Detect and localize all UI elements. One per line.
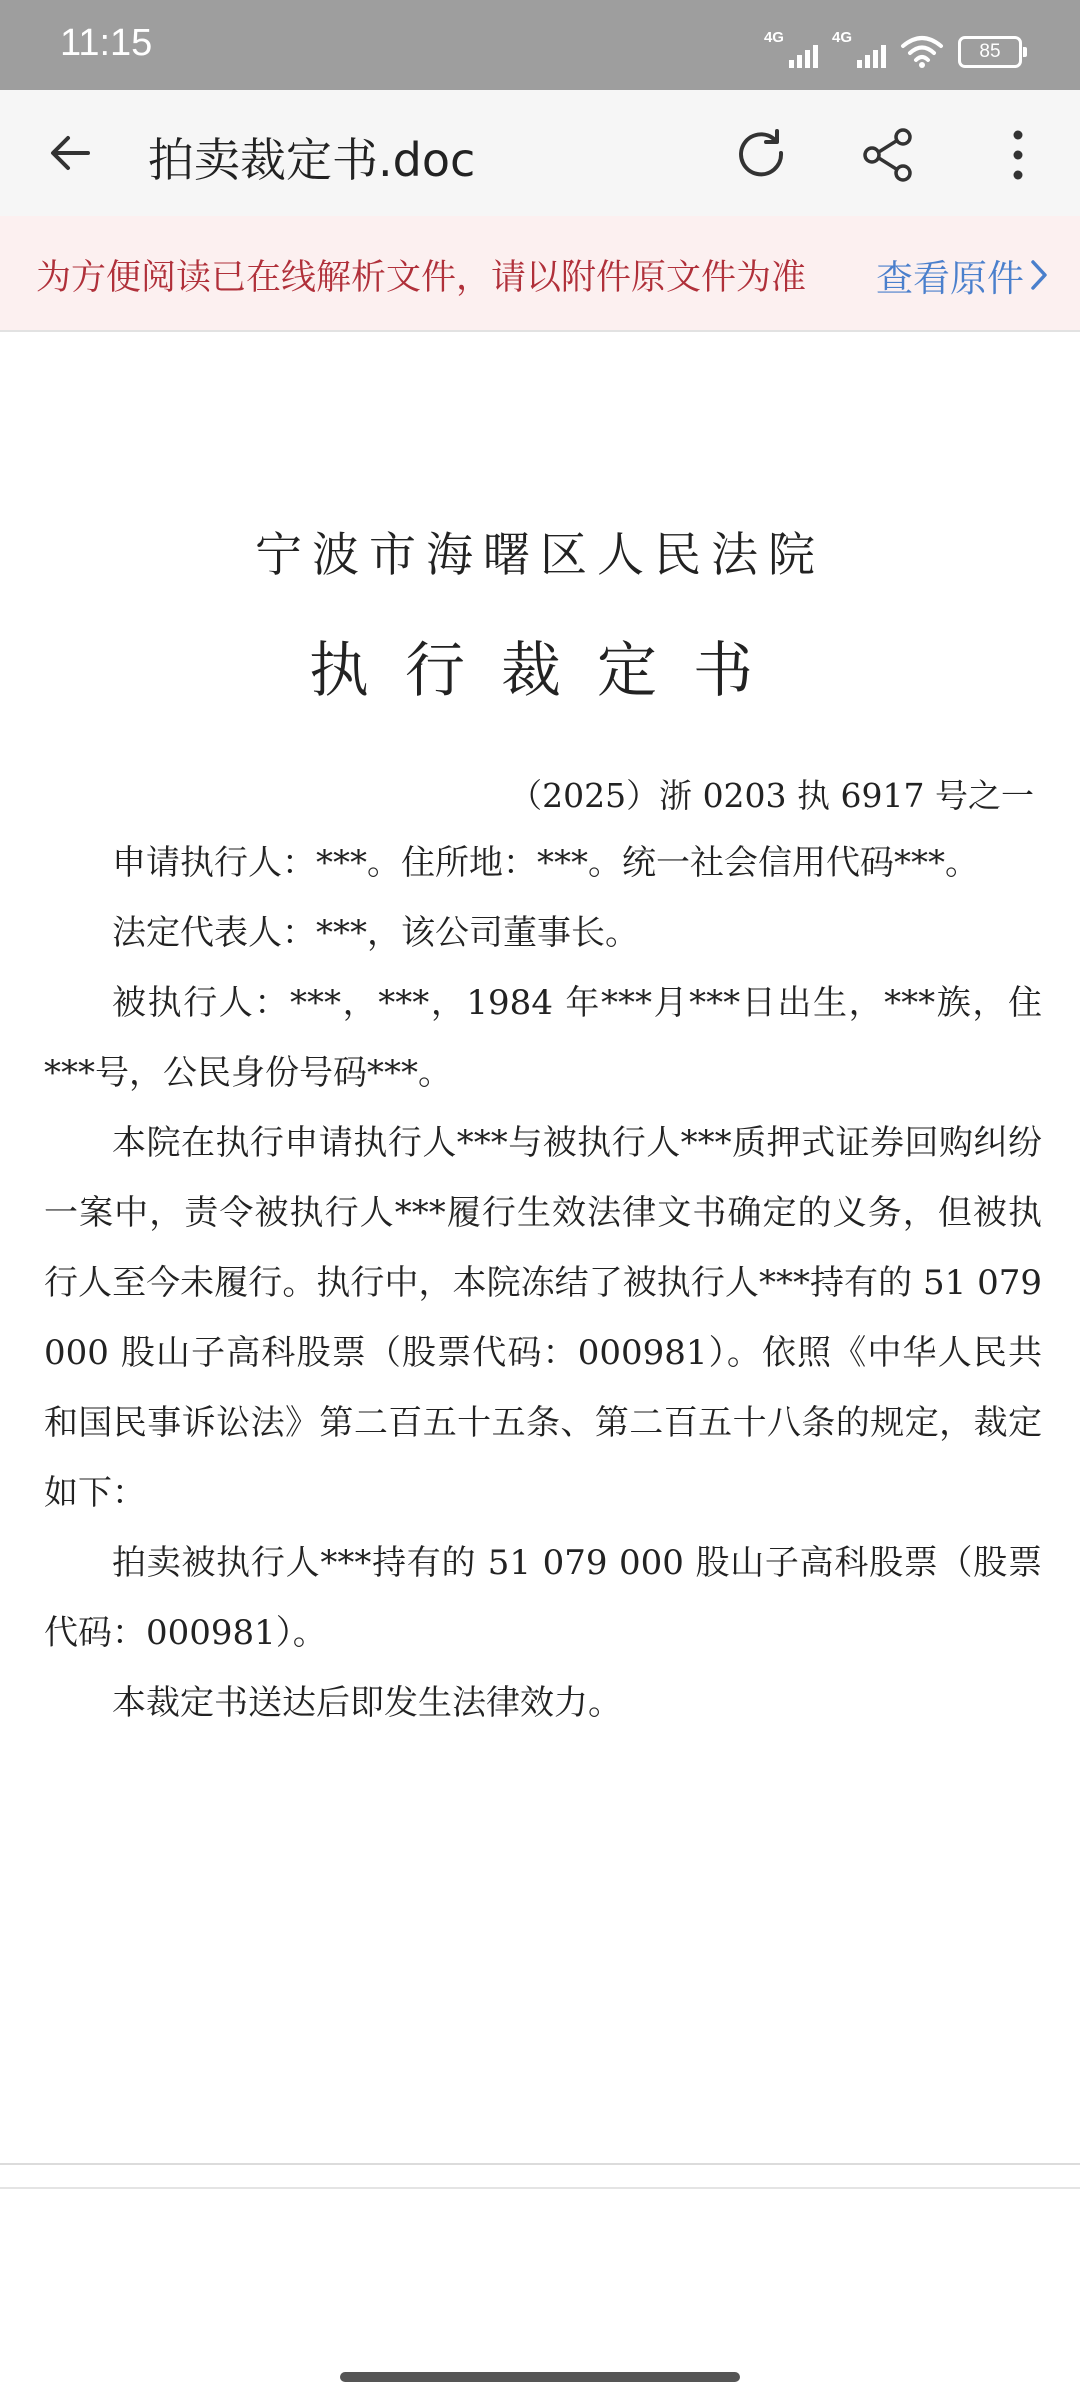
signal-icon bbox=[832, 29, 886, 68]
status-icons bbox=[764, 28, 1022, 68]
paragraph-legal-rep: 法定代表人：***，该公司董事长。 bbox=[112, 913, 639, 953]
paragraph-applicant: 申请执行人：***。住所地：***。统一社会信用代码***。 bbox=[112, 843, 979, 883]
signal-icon bbox=[764, 29, 818, 68]
chevron-right-icon bbox=[1028, 257, 1050, 293]
document-body bbox=[44, 828, 1042, 1738]
network-type-label: 4G bbox=[763, 29, 784, 46]
share-button[interactable] bbox=[858, 125, 918, 185]
view-original-label: 查看原件 bbox=[876, 257, 1024, 300]
parse-notice-banner bbox=[0, 216, 1080, 332]
case-number: （2025）浙 0203 执 6917 号之一 bbox=[509, 776, 1034, 815]
wifi-icon bbox=[900, 34, 944, 68]
toolbar bbox=[0, 90, 1080, 216]
court-name: 宁波市海曙区人民法院 bbox=[255, 528, 825, 583]
status-bar bbox=[0, 0, 1080, 90]
paragraph-effect: 本裁定书送达后即发生法律效力。 bbox=[112, 1683, 622, 1723]
document-heading: 执行裁定书 bbox=[309, 636, 789, 706]
paragraph-ruling: 拍卖被执行人***持有的 51 079 000 股山子高科股票（股票代码：000981）。 bbox=[44, 1543, 1042, 1653]
back-button[interactable] bbox=[40, 123, 100, 183]
divider bbox=[0, 2163, 1080, 2165]
share-icon bbox=[858, 125, 918, 185]
document-content bbox=[0, 332, 1080, 2162]
status-time: 11:15 bbox=[60, 22, 153, 64]
refresh-button[interactable] bbox=[732, 125, 792, 185]
document-title: 拍卖裁定书.doc bbox=[148, 133, 476, 187]
view-original-link[interactable] bbox=[876, 248, 1050, 302]
back-arrow-icon bbox=[40, 123, 100, 183]
network-type-label: 4G bbox=[831, 29, 852, 46]
paragraph-respondent: 被执行人：***，***，1984 年***月***日出生，***族，住***号，公民身份号码***。 bbox=[44, 983, 1042, 1093]
battery-icon: 85 bbox=[958, 36, 1022, 68]
more-options-button[interactable] bbox=[988, 125, 1048, 185]
home-indicator[interactable] bbox=[340, 2372, 740, 2382]
notice-text: 为方便阅读已在线解析文件，请以附件原文件为准 bbox=[36, 258, 807, 298]
paragraph-facts: 本院在执行申请执行人***与被执行人***质押式证券回购纠纷一案中，责令被执行人***履行生效法律文书确定的义务，但被执行人至今未履行。执行中，本院冻结了被执行人***持有的 51 079 000 股山子高科股票（股票代码：000981）。依照《中华人民共和国民事诉讼法》第二百五十五条、第二百五十八条的规定，裁定如下： bbox=[44, 1123, 1042, 1513]
more-vertical-icon bbox=[988, 125, 1048, 185]
refresh-icon bbox=[732, 125, 792, 185]
divider bbox=[0, 2187, 1080, 2189]
